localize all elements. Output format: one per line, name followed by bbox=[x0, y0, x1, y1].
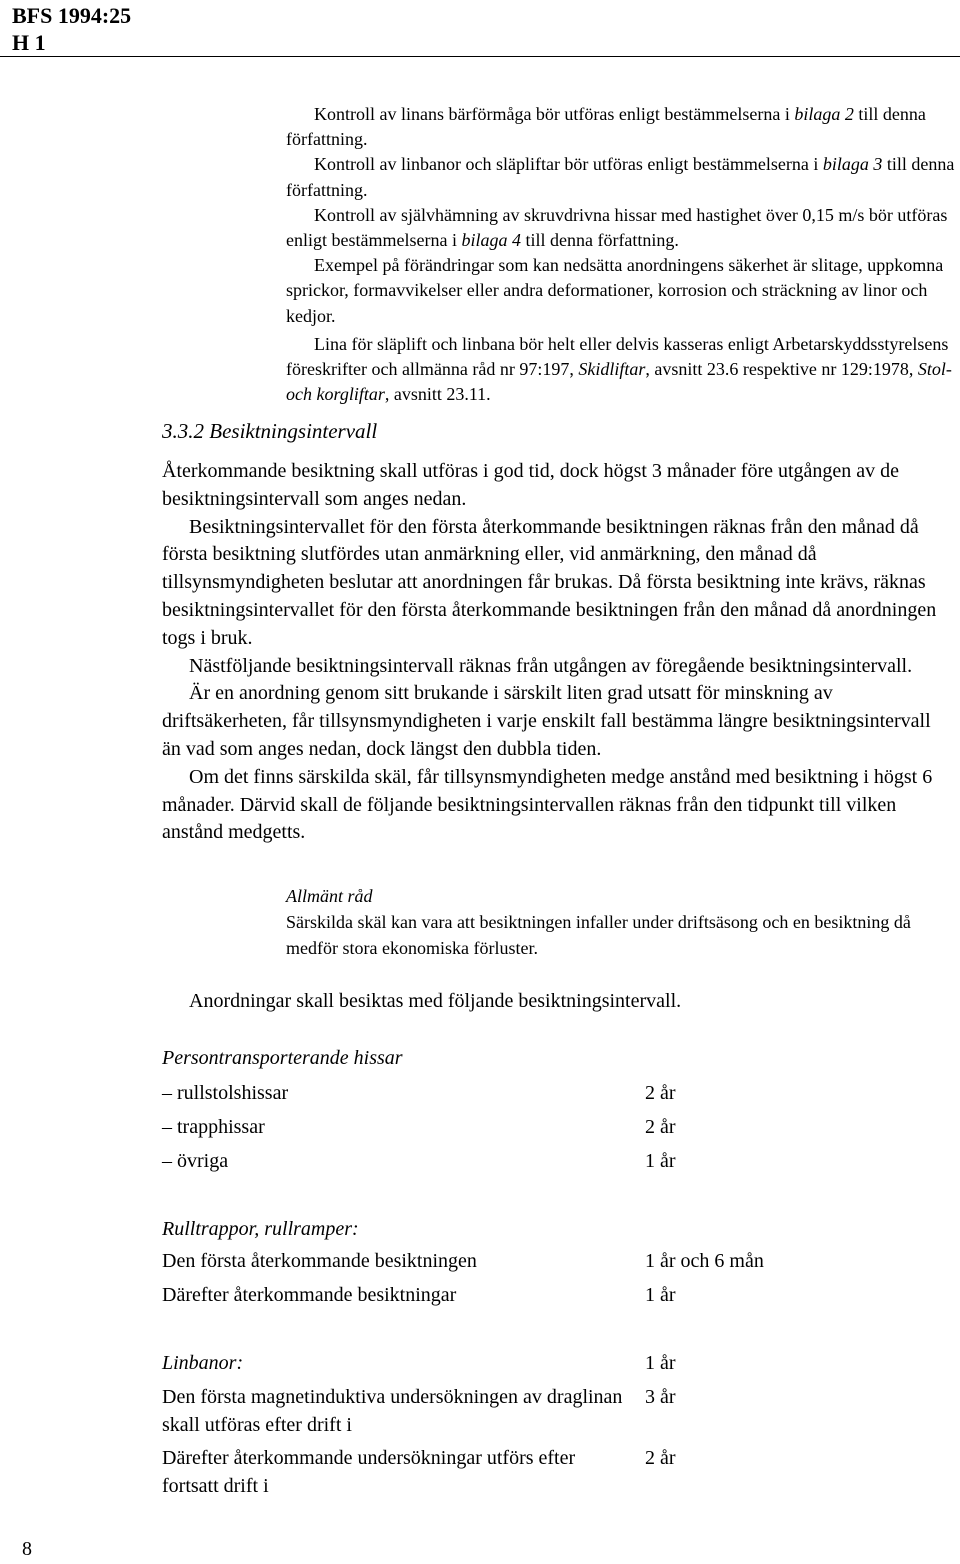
category-title-linbanor: Linbanor: bbox=[162, 1352, 244, 1374]
regulation-reference: Stol- och korgliftar bbox=[286, 359, 952, 405]
interval-value: 1 år bbox=[645, 1150, 676, 1172]
category-title-hissar: Persontransporterande hissar bbox=[162, 1047, 403, 1069]
body-paragraph: Om det finns särskilda skäl, får tillsynsmyndigheten medge anstånd med besiktning i högst 6 månader. Därvid skall de följande besiktningsintervallen räknas från den tidpunkt till vilken anstånd medgetts. bbox=[162, 765, 933, 844]
page-number: 8 bbox=[22, 1538, 32, 1560]
small-paragraph: Kontroll av linans bärförmåga bör utföras enligt bestämmelserna i bilaga 2 till denna författning. bbox=[286, 104, 926, 150]
advisory-paragraphs bbox=[286, 102, 958, 407]
body-paragraph: Återkommande besiktning skall utföras i god tid, dock högst 3 månader före utgången av de besiktningsintervall som anges nedan. bbox=[162, 460, 900, 510]
interval-label: – trapphissar bbox=[162, 1116, 265, 1138]
appendix-reference: bilaga 4 bbox=[461, 230, 521, 251]
main-text bbox=[162, 458, 952, 847]
interval-label: Den första återkommande besiktningen bbox=[162, 1250, 477, 1272]
document-id: BFS 1994:25 bbox=[12, 3, 132, 28]
small-paragraph: Exempel på förändringar som kan nedsätta anordningens säkerhet är slitage, uppkomna sprickor, formavvikelser eller andra deformationer, korrosion och sträckning av linor och kedjor. bbox=[286, 255, 944, 326]
small-paragraph: Kontroll av självhämning av skruvdrivna hissar med hastighet över 0,15 m/s bör utföras enligt bestämmelserna i bilaga 4 till denna författning. bbox=[286, 204, 948, 251]
body-paragraph: Besiktningsintervallet för den första återkommande besiktningen räknas från den månad då första besiktning slutfördes utan anmärkning eller, vid anmärkning, den månad då tillsynsmyndigheten beslutar att anordningen får brukas. Då första besiktning inte krävs, räknas besiktningsintervallet för den första återkommande besiktningen från den månad då anordningen togs i bruk. bbox=[162, 515, 937, 649]
interval-value: 1 år och 6 mån bbox=[645, 1250, 764, 1272]
section-heading: 3.3.2 Besiktningsintervall bbox=[162, 419, 378, 443]
body-paragraph: Är en anordning genom sitt brukande i särskilt liten grad utsatt för minskning av driftsäkerheten, får tillsynsmyndigheten i varje enskilt fall bestämma längre besiktningsintervall än vad som anges nedan, dock längst den dubbla tiden. bbox=[162, 682, 931, 760]
closing-statement: Anordningar skall besiktas med följande besiktningsintervall. bbox=[189, 990, 682, 1012]
header-divider bbox=[0, 56, 960, 57]
general-advice-box bbox=[286, 884, 946, 961]
interval-value: 2 år bbox=[645, 1082, 676, 1104]
document-code: H 1 bbox=[12, 30, 46, 55]
category-title-rulltrappor: Rulltrappor, rullramper: bbox=[162, 1218, 359, 1240]
interval-value: 2 år bbox=[645, 1116, 676, 1138]
interval-label: – rullstolshissar bbox=[162, 1082, 289, 1104]
small-paragraph: Lina för släplift och linbana bör helt eller delvis kasseras enligt Arbetarskyddsstyrelsens föreskrifter och allmänna råd nr 97:197, Skidliftar, avsnitt 23.6 respektive nr 129:1978, Stol- och korgliftar, avsnitt 23.11. bbox=[286, 333, 952, 405]
general-advice-title: Allmänt råd bbox=[286, 886, 373, 906]
interval-label: Den första magnetinduktiva undersökningen av draglinan skall utföras efter drift i bbox=[162, 1386, 623, 1436]
interval-value: 1 år bbox=[645, 1284, 676, 1306]
appendix-reference: bilaga 3 bbox=[822, 154, 883, 175]
interval-value: 2 år bbox=[645, 1447, 676, 1469]
interval-label: – övriga bbox=[162, 1150, 229, 1172]
interval-label: Därefter återkommande undersökningar utförs efter fortsatt drift i bbox=[162, 1447, 576, 1497]
regulation-reference: Skidliftar bbox=[578, 359, 646, 380]
running-header bbox=[12, 2, 131, 56]
general-advice-text: Särskilda skäl kan vara att besiktningen infaller under driftsäsong och en besiktning då medför stora ekonomiska förluster. bbox=[286, 911, 911, 958]
interval-value: 1 år bbox=[645, 1352, 676, 1374]
interval-label: Därefter återkommande besiktningar bbox=[162, 1284, 457, 1306]
appendix-reference: bilaga 2 bbox=[794, 104, 854, 124]
small-paragraph: Kontroll av linbanor och släpliftar bör utföras enligt bestämmelserna i bilaga 3 till denna författning. bbox=[286, 154, 955, 200]
body-paragraph: Nästföljande besiktningsintervall räknas från utgången av föregående besiktningsintervall. bbox=[189, 654, 913, 677]
interval-value: 3 år bbox=[645, 1386, 676, 1408]
